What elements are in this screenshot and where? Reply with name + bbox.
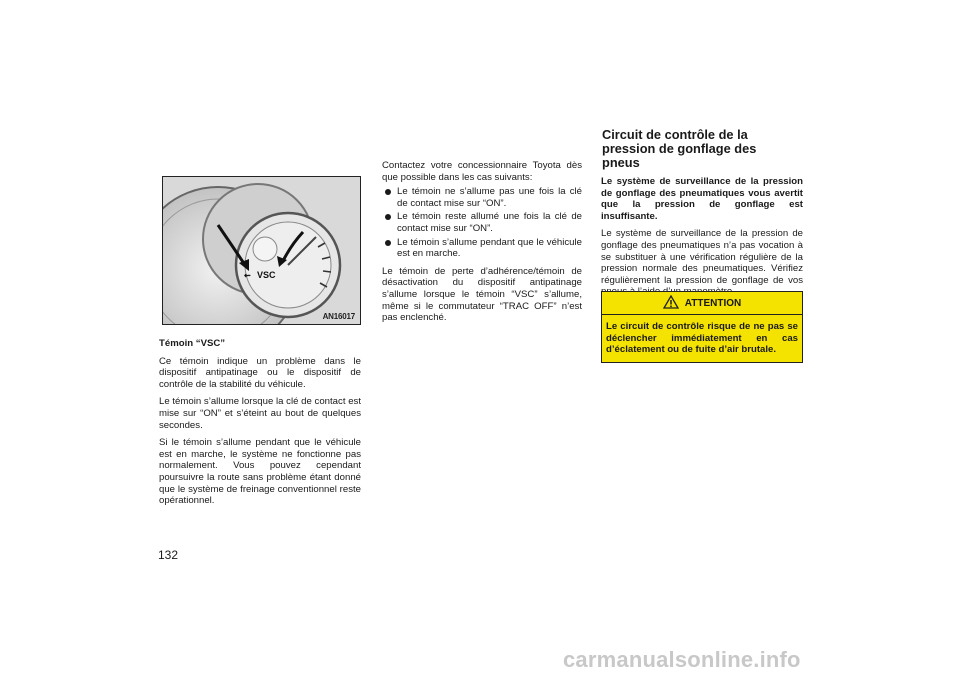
bold-intro: Le système de surveillance de la pression de gonflage des pneumatiques vous avertit que la pression de gonflage est insuffisante. <box>601 176 803 222</box>
figure-code: AN16017 <box>322 312 355 321</box>
list-item: Le témoin ne s’allume pas une fois la clé de contact mise sur “ON”. <box>382 186 582 209</box>
paragraph: Le témoin de perte d’adhérence/témoin de désactivation du dispositif antipatinage s’allume lorsque le témoin “VSC” s’allume, même si le commutateur “TRAC OFF” n’est pas enclenché. <box>382 265 582 324</box>
page-number: 132 <box>158 548 179 562</box>
warning-title: ATTENTION <box>684 297 742 309</box>
paragraph: Le système de surveillance de la pression de gonflage des pneumatiques n’a pas vocation à se substituer à une vérification régulière de la pression normale des pneumatiques. Vérifiez régulièrement la pression de gonflage de vos <box>601 228 803 286</box>
contact-dealer-section <box>382 160 582 330</box>
section-title-line: pression de gonflage des <box>602 141 757 156</box>
section-title-line: pneus <box>602 155 640 170</box>
list-item: Le témoin reste allumé une fois la clé de contact mise sur “ON”. <box>382 211 582 234</box>
svg-text:⇜: ⇜ <box>244 271 251 280</box>
watermark: carmanualsonline.info <box>563 647 801 672</box>
warning-header <box>602 292 802 315</box>
tire-pressure-section <box>601 176 803 304</box>
list-item: Le témoin s’allume pendant que le véhicule est en marche. <box>382 237 582 260</box>
warning-text: Le circuit de contrôle risque de ne pas se déclencher immédiatement en cas d’éclatement ou de fuite d’air brutale. <box>606 321 798 356</box>
instrument-cluster-figure <box>162 176 361 325</box>
paragraph: Ce témoin indique un problème dans le dispositif antipatinage ou le dispositif de contrôle de la stabilité du véhicule. <box>159 355 361 390</box>
vsc-gauge-label: VSC <box>257 270 276 280</box>
vsc-section <box>159 338 361 513</box>
warning-box <box>601 291 803 363</box>
bullet-list <box>382 186 582 260</box>
gauge-illustration <box>163 177 360 324</box>
warning-triangle-icon <box>663 295 679 312</box>
paragraph: Si le témoin s’allume pendant que le véhicule est en marche, le système ne fonctionne pas normalement. Vous pouvez cependant poursuivre la route sans problème étant donné que le système de freinage conventionnel reste opérationnel. <box>159 437 361 507</box>
vsc-heading: Témoin “VSC” <box>159 338 226 349</box>
section-title-line: Circuit de contrôle de la <box>602 127 748 142</box>
section-title <box>602 128 812 170</box>
contact-intro: Contactez votre concessionnaire Toyota dès que possible dans les cas suivants: <box>382 160 582 183</box>
paragraph: Le témoin s’allume lorsque la clé de contact est mise sur “ON” et s’éteint au bout de quelques secondes. <box>159 396 361 431</box>
